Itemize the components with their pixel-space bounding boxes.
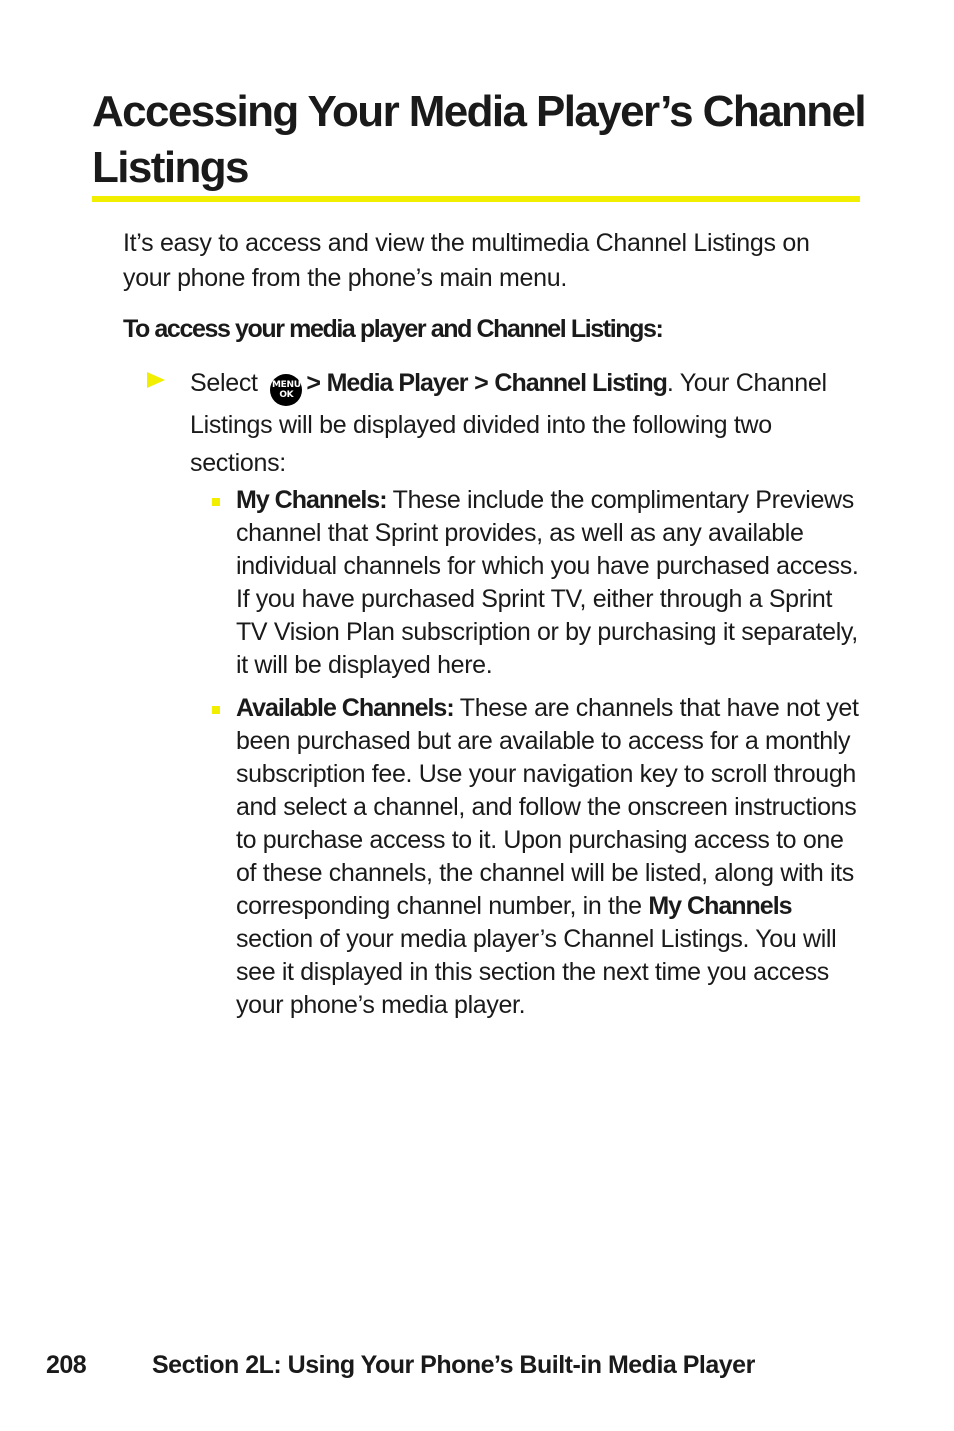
menu-ok-key-icon: MENU OK [270,374,302,406]
list-item [212,484,862,683]
bullet-description: These are channels that have not yet been purchased but are available to access for a monthly subscription fee. Use your navigation key to scroll through and select a channel, and follow the onscreen instructions to purchase access to it. Upon purchasing access to one of these channels, the channel will be listed, along with its corresponding channel number, in the [236,693,859,921]
page-number: 208 [46,1351,87,1379]
page-footer [46,1348,755,1382]
bullet-inline-term: My Channels [648,892,792,921]
procedure-heading: To access your media player and Channel Listings: [123,315,663,343]
bullet-description-cont: section of your media player’s Channel Listings. You will see it displayed in this section the next time you access your phone’s media player. [236,925,837,1020]
intro-paragraph: It’s easy to access and view the multimedia Channel Listings on your phone from the phone’s main menu. [123,229,810,292]
path-separator: > [474,369,488,397]
section-title: Section 2L: Using Your Phone’s Built-in Media Player [152,1351,755,1379]
path-media-player: Media Player [326,369,468,397]
bullet-term: Available Channels: [236,693,454,722]
bullet-square-icon [212,706,220,714]
select-label: Select [190,369,258,397]
section-list [212,484,862,1032]
path-channel-listing: Channel Listing [494,369,667,397]
list-item [212,692,862,1023]
path-prefix: > [306,369,320,397]
step-rest-text: . Your Channel Listings will be displayed divided into the following two sections: [190,369,827,477]
bullet-description: These include the complimentary Previews channel that Sprint provides, as well as any available individual channels for which you have purchased access. If you have purchased Sprint TV, either through a Sprint TV Vision Plan subscription or by purchasing it separately, it will be displayed here. [236,486,859,680]
step-item [147,364,859,482]
page-title: Accessing Your Media Player’s Channel Listings [92,87,866,192]
step-arrow-icon [147,372,165,388]
step-text [190,364,859,482]
title-underline [92,196,860,202]
bullet-term: My Channels: [236,486,387,514]
bullet-square-icon [212,498,220,506]
